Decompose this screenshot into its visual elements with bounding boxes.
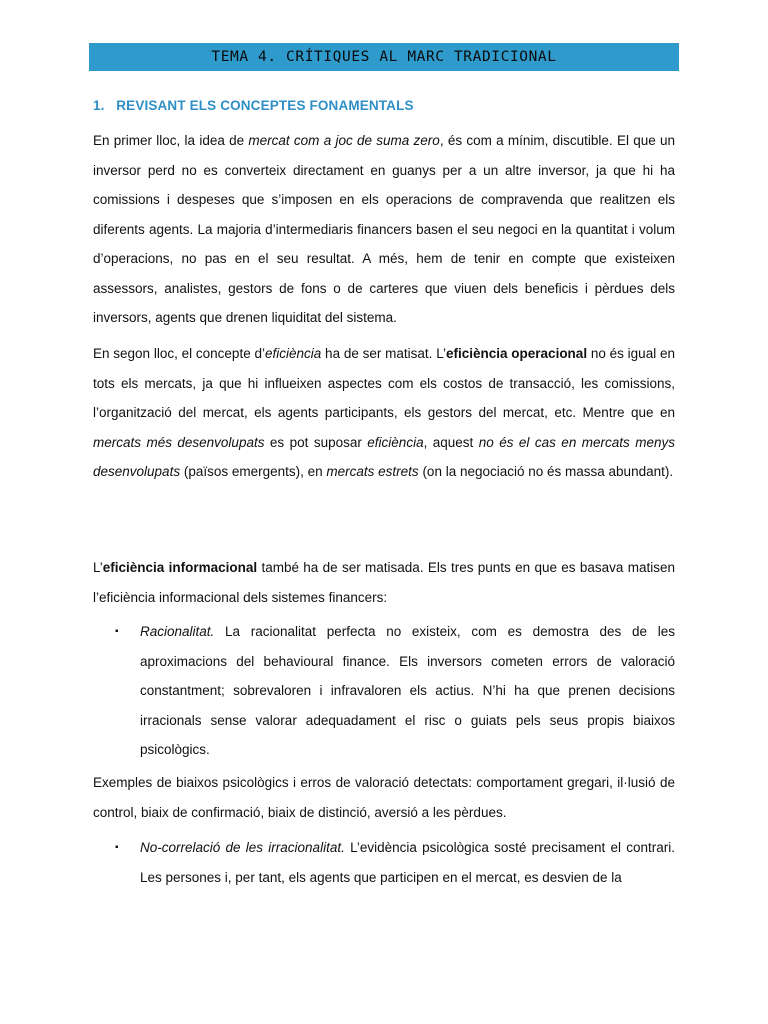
chapter-title-banner bbox=[89, 43, 679, 71]
italic-term: eficiència bbox=[265, 346, 322, 361]
text-run: L’evidència psicològica sosté precisament el contrari. Les persones i, per tant, els agents que participen en el mercat, es desvien de la bbox=[140, 840, 675, 885]
section-number: 1. bbox=[93, 98, 105, 113]
italic-term: No-correlació de les irracionalitat. bbox=[140, 840, 345, 855]
text-run: En segon lloc, el concepte d’ bbox=[93, 346, 265, 361]
italic-term: no és el cas en mercats menys desenvolupats bbox=[93, 434, 675, 479]
italic-term: mercats més desenvolupats bbox=[93, 434, 265, 450]
paragraph-zero-sum bbox=[93, 126, 675, 333]
chapter-title: TEMA 4. CRÍTIQUES AL MARC TRADICIONAL bbox=[211, 49, 557, 65]
bullet-text bbox=[140, 833, 675, 892]
bullet-square-icon: ▪ bbox=[115, 842, 119, 853]
section-title: REVISANT ELS CONCEPTES FONAMENTALS bbox=[116, 98, 414, 113]
text-run: es pot suposar bbox=[264, 434, 368, 450]
paragraph-informational-efficiency bbox=[93, 553, 675, 612]
text-run: La racionalitat perfecta no existeix, com es demostra des de les aproximacions del behavioural finance. Els inversors cometen errors de valoració constantment; sobrevaloren i infravaloren els actius. N’hi ha que prenen decisions irracionals sense valorar adequadament el risc o guiats pels seus propis biaixos psicològics. bbox=[140, 624, 675, 757]
text-run: , és com a mínim, discutible. El que un inversor perd no es converteix directament en guanys per a un altre inversor, ja que hi ha comissions i despeses que s’imposen en els operacions de compravenda que realitzen els diferents agents. La majoria d’intermediaris financers basen el seu negoci en la quantitat i volum d’operacions, no pas en el seu resultat. A més, hem de tenir en compte que existeixen assessors, analistes, gestors de fons o de carteres que viuen dels beneficis i pèrdues dels inversors, agents que drenen liquiditat del sistema. bbox=[93, 133, 676, 325]
bullet-square-icon: ▪ bbox=[115, 626, 119, 637]
bold-term: eficiència informacional bbox=[102, 560, 258, 575]
text-run: ha de ser matisat. L’ bbox=[321, 346, 446, 361]
italic-term: eficiència bbox=[367, 434, 424, 450]
text-run: (països emergents), en bbox=[180, 464, 327, 479]
text-run: L’ bbox=[93, 560, 103, 575]
italic-term: mercat com a joc de suma zero bbox=[248, 133, 440, 148]
italic-term: mercats estrets bbox=[326, 464, 419, 479]
italic-term: Racionalitat. bbox=[140, 624, 215, 639]
section-heading bbox=[93, 98, 414, 113]
text-run: no és igual en tots els mercats, ja que hi influeixen aspectes com els costos de transacció, les comissions, l’organització del mercat, els agents participants, els gestors del mercat, etc. Mentre que en bbox=[93, 346, 675, 420]
text-run: també ha de ser matisada. Els tres punts en que es basava matisen l’eficiència informacional dels sistemes financers: bbox=[93, 560, 675, 605]
text-run: , aquest bbox=[423, 434, 479, 450]
text-run: (on la negociació no és massa abundant). bbox=[418, 464, 674, 479]
bullet-text bbox=[140, 617, 675, 765]
bold-term: eficiència operacional bbox=[445, 346, 588, 361]
paragraph-efficiency bbox=[93, 339, 675, 487]
paragraph-bias-examples: Exemples de biaixos psicològics i erros de valoració detectats: comportament gregari, il·lusió de control, biaix de confirmació, biaix de distinció, aversió a les pèrdues. bbox=[93, 775, 675, 820]
text-run: En primer lloc, la idea de bbox=[93, 133, 249, 148]
